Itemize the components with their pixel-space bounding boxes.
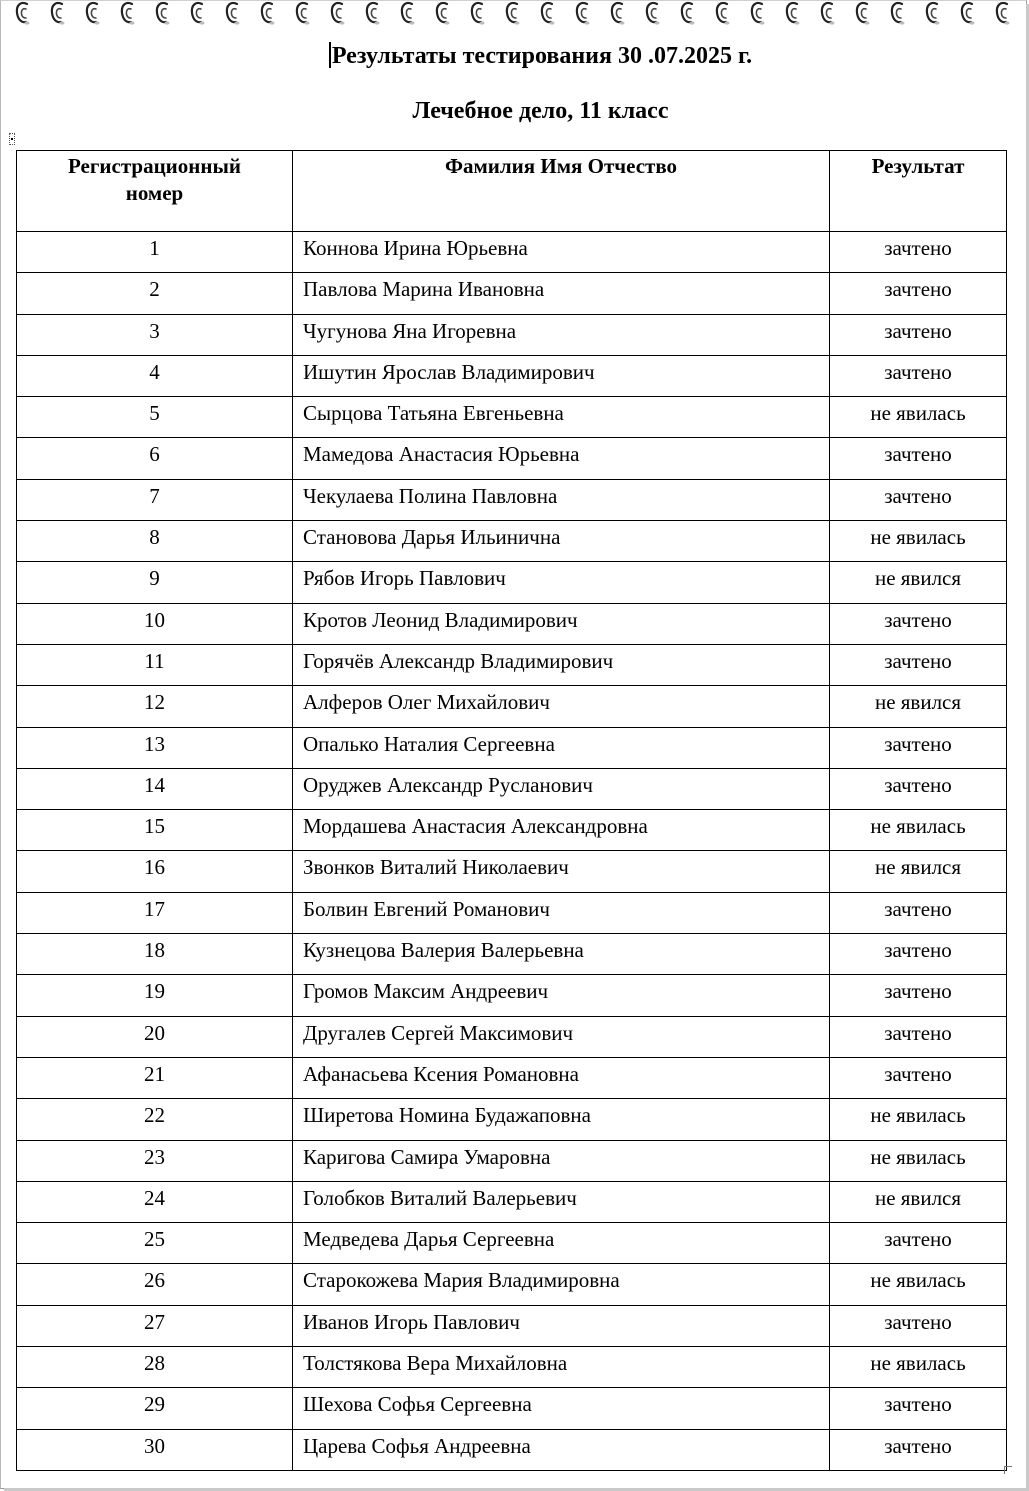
spiral-coil-icon bbox=[959, 0, 994, 28]
table-row bbox=[17, 1429, 1007, 1470]
table-row bbox=[17, 521, 1007, 562]
cell-result: не явился bbox=[830, 562, 1007, 603]
table-row bbox=[17, 273, 1007, 314]
cell-full-name: Горячёв Александр Владимирович bbox=[293, 644, 830, 685]
cell-result: не явился bbox=[830, 1181, 1007, 1222]
cell-reg-number: 29 bbox=[17, 1388, 293, 1429]
cell-full-name: Афанасьева Ксения Романовна bbox=[293, 1057, 830, 1098]
table-row bbox=[17, 768, 1007, 809]
cell-result: зачтено bbox=[830, 1388, 1007, 1429]
cell-full-name: Медведева Дарья Сергеевна bbox=[293, 1223, 830, 1264]
cell-full-name: Павлова Марина Ивановна bbox=[293, 273, 830, 314]
cell-result: зачтено bbox=[830, 438, 1007, 479]
cell-result: не явился bbox=[830, 851, 1007, 892]
cell-reg-number: 21 bbox=[17, 1057, 293, 1098]
spiral-coil-icon bbox=[294, 0, 329, 28]
cell-full-name: Становова Дарья Ильинична bbox=[293, 521, 830, 562]
spiral-coil-icon bbox=[154, 0, 189, 28]
cell-result: не явился bbox=[830, 686, 1007, 727]
table-row bbox=[17, 644, 1007, 685]
cell-reg-number: 3 bbox=[17, 314, 293, 355]
cell-full-name: Голобков Виталий Валерьевич bbox=[293, 1181, 830, 1222]
cell-reg-number: 4 bbox=[17, 355, 293, 396]
spiral-coil-icon bbox=[224, 0, 259, 28]
table-row bbox=[17, 934, 1007, 975]
document-title bbox=[0, 40, 1029, 72]
cell-result: зачтено bbox=[830, 1016, 1007, 1057]
spiral-coil-icon bbox=[504, 0, 539, 28]
table-row bbox=[17, 975, 1007, 1016]
table-row bbox=[17, 810, 1007, 851]
cell-reg-number: 11 bbox=[17, 644, 293, 685]
cell-reg-number: 27 bbox=[17, 1305, 293, 1346]
document-subtitle: Лечебное дело, 11 класс bbox=[412, 98, 669, 124]
spiral-coil-icon bbox=[364, 0, 399, 28]
cell-result: зачтено bbox=[830, 232, 1007, 273]
table-move-handle-icon[interactable] bbox=[9, 133, 15, 145]
cell-full-name: Каригова Самира Умаровна bbox=[293, 1140, 830, 1181]
cell-result: зачтено bbox=[830, 314, 1007, 355]
cell-result: не явилась bbox=[830, 1347, 1007, 1388]
cell-reg-number: 30 bbox=[17, 1429, 293, 1470]
cell-result: зачтено bbox=[830, 975, 1007, 1016]
spiral-coil-icon bbox=[889, 0, 924, 28]
cell-reg-number: 26 bbox=[17, 1264, 293, 1305]
cell-full-name: Толстякова Вера Михайловна bbox=[293, 1347, 830, 1388]
table-row bbox=[17, 603, 1007, 644]
cell-reg-number: 12 bbox=[17, 686, 293, 727]
page-corner-mark bbox=[1004, 1466, 1012, 1474]
cell-result: зачтено bbox=[830, 273, 1007, 314]
table-row bbox=[17, 1016, 1007, 1057]
cell-result: зачтено bbox=[830, 892, 1007, 933]
cell-result: зачтено bbox=[830, 644, 1007, 685]
table-row bbox=[17, 1181, 1007, 1222]
cell-result: зачтено bbox=[830, 1057, 1007, 1098]
header-result: Результат bbox=[830, 151, 1007, 232]
document-title-text: Результаты тестирования 30 .07.2025 г. bbox=[331, 43, 753, 69]
cell-reg-number: 1 bbox=[17, 232, 293, 273]
cell-full-name: Чугунова Яна Игоревна bbox=[293, 314, 830, 355]
cell-reg-number: 2 bbox=[17, 273, 293, 314]
cell-full-name: Сырцова Татьяна Евгеньевна bbox=[293, 397, 830, 438]
spiral-coil-icon bbox=[994, 0, 1029, 28]
cell-result: зачтено bbox=[830, 1305, 1007, 1346]
spiral-coil-icon bbox=[399, 0, 434, 28]
cell-full-name: Старокожева Мария Владимировна bbox=[293, 1264, 830, 1305]
cell-reg-number: 17 bbox=[17, 892, 293, 933]
cell-reg-number: 24 bbox=[17, 1181, 293, 1222]
cell-reg-number: 5 bbox=[17, 397, 293, 438]
cell-reg-number: 15 bbox=[17, 810, 293, 851]
cell-result: зачтено bbox=[830, 768, 1007, 809]
cell-reg-number: 19 bbox=[17, 975, 293, 1016]
table-row bbox=[17, 1099, 1007, 1140]
cell-reg-number: 13 bbox=[17, 727, 293, 768]
cell-result: зачтено bbox=[830, 355, 1007, 396]
header-reg-number-line2: номер bbox=[125, 181, 184, 205]
spiral-coil-icon bbox=[714, 0, 749, 28]
spiral-coil-icon bbox=[434, 0, 469, 28]
cell-reg-number: 28 bbox=[17, 1347, 293, 1388]
cell-full-name: Коннова Ирина Юрьевна bbox=[293, 232, 830, 273]
spiral-coil-icon bbox=[609, 0, 644, 28]
spiral-coil-icon bbox=[819, 0, 854, 28]
table-row bbox=[17, 892, 1007, 933]
spiral-coil-icon bbox=[14, 0, 49, 28]
spiral-coil-icon bbox=[84, 0, 119, 28]
cell-reg-number: 18 bbox=[17, 934, 293, 975]
table-row bbox=[17, 1305, 1007, 1346]
cell-result: не явилась bbox=[830, 397, 1007, 438]
spiral-coil-icon bbox=[469, 0, 504, 28]
cell-result: не явилась bbox=[830, 810, 1007, 851]
spiral-coil-icon bbox=[924, 0, 959, 28]
cell-reg-number: 14 bbox=[17, 768, 293, 809]
table-row bbox=[17, 1057, 1007, 1098]
spiral-binding bbox=[0, 0, 1029, 28]
cell-result: зачтено bbox=[830, 727, 1007, 768]
cell-full-name: Шехова Софья Сергеевна bbox=[293, 1388, 830, 1429]
cell-reg-number: 9 bbox=[17, 562, 293, 603]
cell-full-name: Чекулаева Полина Павловна bbox=[293, 479, 830, 520]
cell-reg-number: 25 bbox=[17, 1223, 293, 1264]
cell-result: не явилась bbox=[830, 1140, 1007, 1181]
cell-full-name: Кузнецова Валерия Валерьевна bbox=[293, 934, 830, 975]
cell-reg-number: 23 bbox=[17, 1140, 293, 1181]
spiral-coil-icon bbox=[644, 0, 679, 28]
spiral-coil-icon bbox=[119, 0, 154, 28]
cell-full-name: Опалько Наталия Сергеевна bbox=[293, 727, 830, 768]
spiral-coil-icon bbox=[854, 0, 889, 28]
cell-reg-number: 20 bbox=[17, 1016, 293, 1057]
spiral-coil-icon bbox=[259, 0, 294, 28]
cell-result: не явилась bbox=[830, 1264, 1007, 1305]
table-row bbox=[17, 851, 1007, 892]
cell-reg-number: 6 bbox=[17, 438, 293, 479]
spiral-coil-icon bbox=[329, 0, 364, 28]
cell-full-name: Царева Софья Андреевна bbox=[293, 1429, 830, 1470]
header-reg-number bbox=[17, 151, 293, 232]
spiral-coil-icon bbox=[784, 0, 819, 28]
cell-reg-number: 22 bbox=[17, 1099, 293, 1140]
cell-full-name: Кротов Леонид Владимирович bbox=[293, 603, 830, 644]
table-row bbox=[17, 438, 1007, 479]
header-reg-number-line1: Регистрационный bbox=[68, 154, 241, 178]
table-row bbox=[17, 562, 1007, 603]
cell-result: не явилась bbox=[830, 1099, 1007, 1140]
spiral-coil-icon bbox=[189, 0, 224, 28]
table-row bbox=[17, 397, 1007, 438]
results-table bbox=[16, 150, 1007, 1471]
cell-result: зачтено bbox=[830, 934, 1007, 975]
table-header-row bbox=[17, 151, 1007, 232]
cell-full-name: Рябов Игорь Павлович bbox=[293, 562, 830, 603]
cell-result: зачтено bbox=[830, 603, 1007, 644]
cell-reg-number: 8 bbox=[17, 521, 293, 562]
table-row bbox=[17, 1264, 1007, 1305]
table-row bbox=[17, 1140, 1007, 1181]
cell-reg-number: 16 bbox=[17, 851, 293, 892]
cell-result: зачтено bbox=[830, 1429, 1007, 1470]
cell-full-name: Мордашева Анастасия Александровна bbox=[293, 810, 830, 851]
table-row bbox=[17, 232, 1007, 273]
cell-full-name: Другалев Сергей Максимович bbox=[293, 1016, 830, 1057]
table-row bbox=[17, 479, 1007, 520]
cell-reg-number: 7 bbox=[17, 479, 293, 520]
spiral-coil-icon bbox=[749, 0, 784, 28]
table-row bbox=[17, 355, 1007, 396]
table-row bbox=[17, 1388, 1007, 1429]
cell-full-name: Звонков Виталий Николаевич bbox=[293, 851, 830, 892]
table-row bbox=[17, 727, 1007, 768]
cell-result: зачтено bbox=[830, 1223, 1007, 1264]
cell-reg-number: 10 bbox=[17, 603, 293, 644]
text-cursor bbox=[329, 42, 331, 68]
cell-full-name: Болвин Евгений Романович bbox=[293, 892, 830, 933]
table-row bbox=[17, 314, 1007, 355]
spiral-coil-icon bbox=[574, 0, 609, 28]
cell-full-name: Мамедова Анастасия Юрьевна bbox=[293, 438, 830, 479]
spiral-coil-icon bbox=[679, 0, 714, 28]
cell-full-name: Громов Максим Андреевич bbox=[293, 975, 830, 1016]
cell-full-name: Ишутин Ярослав Владимирович bbox=[293, 355, 830, 396]
cell-full-name: Оруджев Александр Русланович bbox=[293, 768, 830, 809]
spiral-coil-icon bbox=[49, 0, 84, 28]
cell-full-name: Ширетова Номина Будажаповна bbox=[293, 1099, 830, 1140]
cell-full-name: Иванов Игорь Павлович bbox=[293, 1305, 830, 1346]
cell-full-name: Алферов Олег Михайлович bbox=[293, 686, 830, 727]
cell-result: не явилась bbox=[830, 521, 1007, 562]
spiral-coil-icon bbox=[539, 0, 574, 28]
table-row bbox=[17, 1223, 1007, 1264]
table-row bbox=[17, 686, 1007, 727]
header-full-name: Фамилия Имя Отчество bbox=[293, 151, 830, 232]
table-row bbox=[17, 1347, 1007, 1388]
cell-result: зачтено bbox=[830, 479, 1007, 520]
